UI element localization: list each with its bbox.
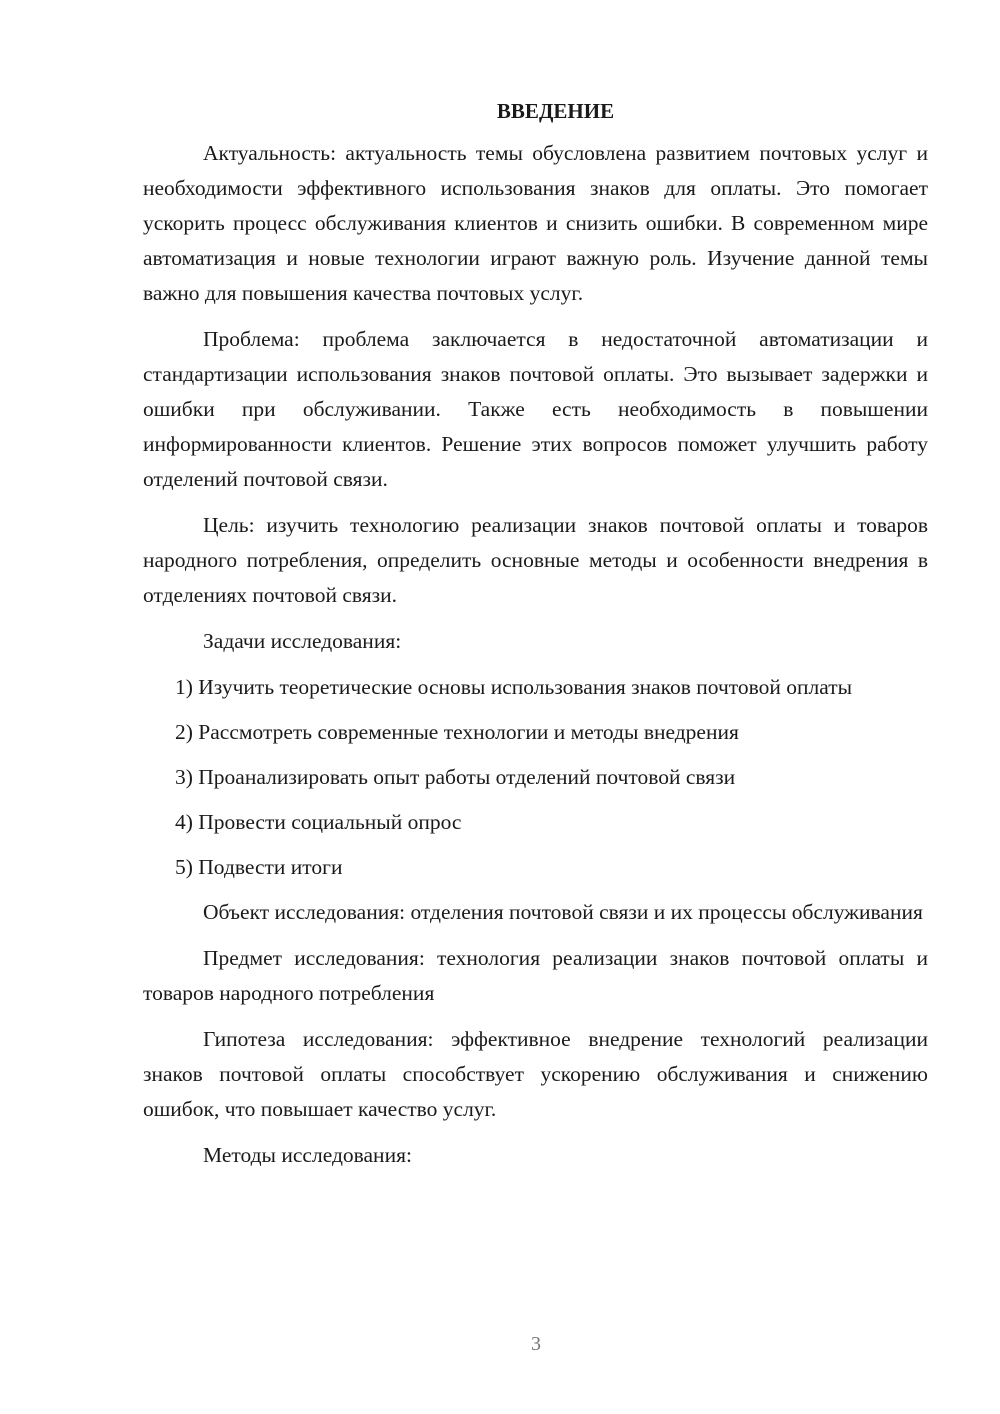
paragraph-methods-title: Методы исследования: (203, 1143, 412, 1167)
paragraph-subject: Предмет исследования: технология реализации знаков почтовой оплаты и товаров народного потребления (143, 946, 928, 1005)
paragraph-goal: Цель: изучить технологию реализации знаков почтовой оплаты и товаров народного потребления, определить основные методы и особенности внедрения в отделениях почтовой связи. (143, 513, 928, 607)
text-column (143, 96, 928, 1184)
task-item-4: 4) Провести социальный опрос (175, 810, 462, 834)
paragraph-hypothesis: Гипотеза исследования: эффективное внедрение технологий реализации знаков почтовой оплаты способствует ускорению обслуживания и снижению ошибок, что повышает качество услуг. (143, 1027, 928, 1121)
task-item-1: 1) Изучить теоретические основы использования знаков почтовой оплаты (175, 675, 853, 699)
task-item-3: 3) Проанализировать опыт работы отделений почтовой связи (175, 765, 736, 789)
paragraph-tasks-title: Задачи исследования: (203, 629, 402, 653)
page-number: 3 (531, 1333, 541, 1355)
paragraph-problem: Проблема: проблема заключается в недостаточной автоматизации и стандартизации использования знаков почтовой оплаты. Это вызывает задержки и ошибки при обслуживании. Также есть необходимость в повышении информированности клиентов. Решение этих вопросов поможет улучшить работу отделений почтовой связи. (143, 327, 928, 491)
paragraph-object: Объект исследования: отделения почтовой связи и их процессы обслуживания (203, 900, 923, 924)
section-heading: ВВЕДЕНИЕ (496, 99, 615, 123)
task-item-2: 2) Рассмотреть современные технологии и методы внедрения (175, 720, 739, 744)
paragraph-relevance: Актуальность: актуальность темы обусловлена развитием почтовых услуг и необходимости эффективного использования знаков для оплаты. Это помогает ускорить процесс обслуживания клиентов и снизить ошибки. В современном мире автоматизация и новые технологии играют важную роль. Изучение данной темы важно для повышения качества почтовых услуг. (143, 141, 928, 305)
task-item-5: 5) Подвести итоги (175, 855, 343, 879)
